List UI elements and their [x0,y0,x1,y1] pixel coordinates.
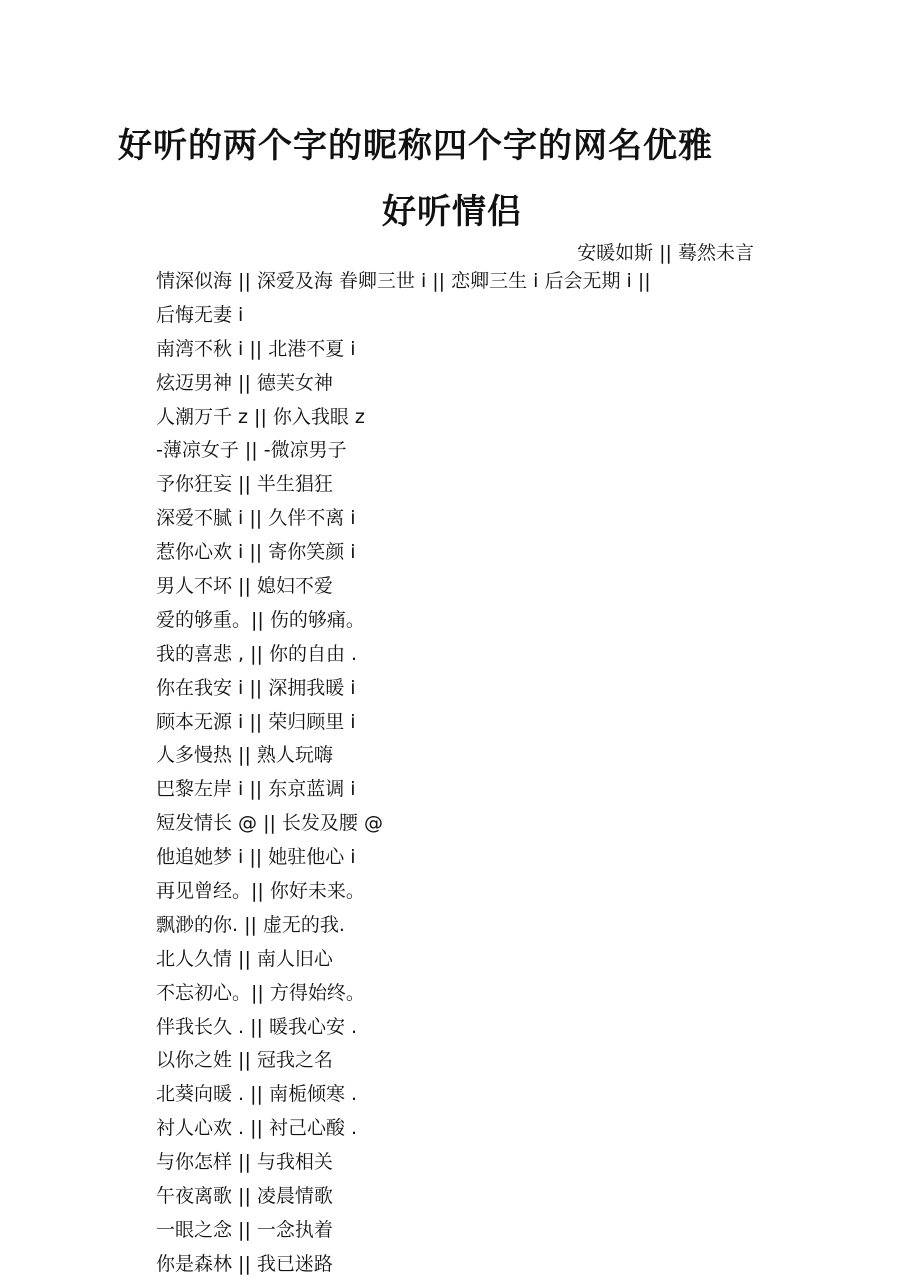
list-item: 炫迈男神 || 德芙女神 [156,371,333,394]
list-item: 一眼之念 || 一念执着 [156,1218,333,1241]
list-item: 予你狂妄 || 半生猖狂 [156,473,333,496]
list-item: 惹你心欢 i || 寄你笑颜 i [156,541,356,564]
list-item: 人多慢热 || 熟人玩嗨 [156,744,333,767]
list-item: 情深似海 || 深爱及海 眷卿三世 i || 恋卿三生 i 后会无期 i || [156,270,651,292]
list-item: 北人久情 || 南人旧心 [156,947,333,970]
list-item: 北葵向暖 . || 南栀倾寒 . [156,1083,358,1106]
byline: 安暖如斯 || 蓦然未言 [577,242,754,264]
list-item: 顾本无源 i || 荣归顾里 i [156,710,356,733]
list-item: 短发情长 @ || 长发及腰 @ [156,812,383,835]
list-item: 你是森林 || 我已迷路 [156,1252,333,1275]
list-item: 飘渺的你. || 虚无的我. [156,913,345,936]
list-item: 再见曾经。|| 你好未来。 [156,880,365,903]
list-item: -薄凉女子 || -微凉男子 [156,439,347,462]
list-item: 与你怎样 || 与我相关 [156,1151,333,1174]
document-title-line-1: 好听的两个字的昵称四个字的网名优雅 [118,126,713,166]
list-item: 男人不坏 || 媳妇不爱 [156,575,333,598]
list-item: 深爱不腻 i || 久伴不离 i [156,507,356,530]
list-item: 你在我安 i || 深拥我暖 i [156,676,356,699]
list-item: 不忘初心。|| 方得始终。 [156,981,365,1004]
list-item: 人潮万千 z || 你入我眼 z [156,405,365,428]
list-item: 巴黎左岸 i || 东京蓝调 i [156,778,356,801]
document-title-line-2: 好听情侣 [382,192,522,232]
list-item: 他追她梦 i || 她驻他心 i [156,846,356,869]
nickname-list [156,265,796,1282]
list-item: 午夜离歌 || 凌晨情歌 [156,1185,333,1208]
list-item: 爱的够重。|| 伤的够痛。 [156,608,365,631]
list-item: 后悔无妻 i [156,303,244,326]
list-item: 以你之姓 || 冠我之名 [156,1049,333,1072]
list-item: 南湾不秋 i || 北港不夏 i [156,337,356,360]
list-item: 衬人心欢 . || 衬己心酸 . [156,1117,358,1140]
list-item: 伴我长久 . || 暖我心安 . [156,1015,358,1038]
list-item: 我的喜悲 , || 你的自由 . [156,642,358,665]
